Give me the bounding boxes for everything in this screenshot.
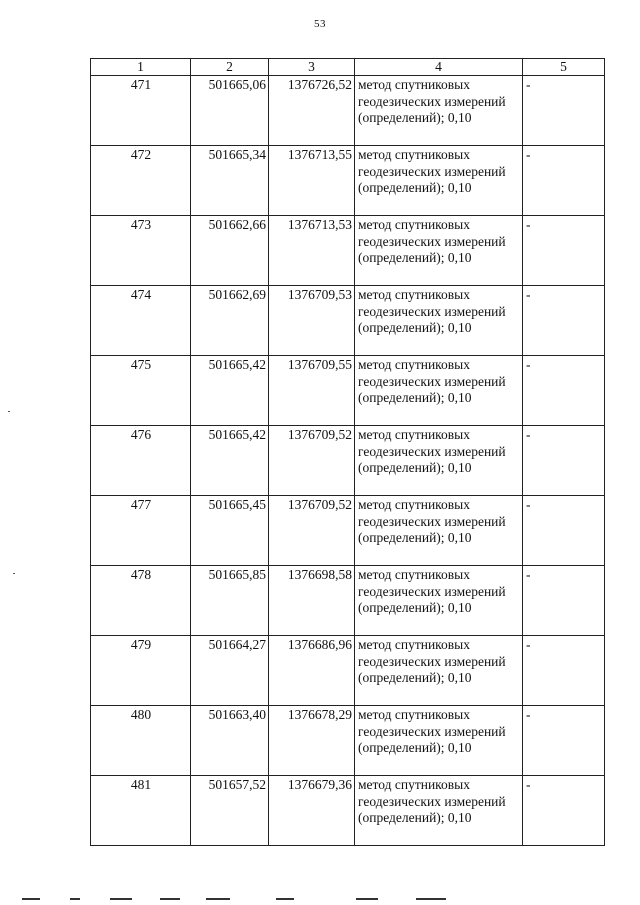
point-number-cell: 478: [91, 566, 191, 636]
x-coordinate-cell: 501662,66: [191, 216, 269, 286]
y-coordinate-cell: 1376709,52: [269, 496, 355, 566]
method-cell: метод спутниковых геодезических измерений (определений); 0,10: [355, 566, 523, 636]
x-coordinate-cell: 501665,42: [191, 356, 269, 426]
table-row: [91, 636, 605, 706]
page-number: 53: [314, 18, 326, 30]
point-number-cell: 479: [91, 636, 191, 706]
point-number-cell: 472: [91, 146, 191, 216]
table-row: [91, 76, 605, 146]
y-coordinate-cell: 1376686,96: [269, 636, 355, 706]
coordinates-table: [90, 58, 605, 846]
method-cell: метод спутниковых геодезических измерений (определений); 0,10: [355, 706, 523, 776]
point-number-cell: 471: [91, 76, 191, 146]
table-row: [91, 286, 605, 356]
note-cell: -: [523, 426, 605, 496]
y-coordinate-cell: 1376709,53: [269, 286, 355, 356]
note-cell: -: [523, 356, 605, 426]
note-cell: -: [523, 566, 605, 636]
column-header-1: 1: [91, 59, 191, 76]
note-cell: -: [523, 776, 605, 846]
scan-speck: [13, 573, 15, 574]
x-coordinate-cell: 501665,85: [191, 566, 269, 636]
point-number-cell: 481: [91, 776, 191, 846]
table-header: [91, 59, 605, 76]
y-coordinate-cell: 1376713,55: [269, 146, 355, 216]
note-cell: -: [523, 286, 605, 356]
table-row: [91, 426, 605, 496]
column-header-5: 5: [523, 59, 605, 76]
method-cell: метод спутниковых геодезических измерений (определений); 0,10: [355, 286, 523, 356]
table-row: [91, 356, 605, 426]
x-coordinate-cell: 501665,45: [191, 496, 269, 566]
x-coordinate-cell: 501664,27: [191, 636, 269, 706]
note-cell: -: [523, 636, 605, 706]
footer-scan-marks: [20, 894, 620, 904]
column-header-2: 2: [191, 59, 269, 76]
x-coordinate-cell: 501662,69: [191, 286, 269, 356]
table-row: [91, 216, 605, 286]
note-cell: -: [523, 76, 605, 146]
point-number-cell: 473: [91, 216, 191, 286]
y-coordinate-cell: 1376713,53: [269, 216, 355, 286]
table-row: [91, 776, 605, 846]
column-header-4: 4: [355, 59, 523, 76]
scan-speck: [8, 411, 10, 412]
method-cell: метод спутниковых геодезических измерений (определений); 0,10: [355, 146, 523, 216]
y-coordinate-cell: 1376726,52: [269, 76, 355, 146]
x-coordinate-cell: 501663,40: [191, 706, 269, 776]
header-row: [91, 59, 605, 76]
y-coordinate-cell: 1376679,36: [269, 776, 355, 846]
table-row: [91, 146, 605, 216]
method-cell: метод спутниковых геодезических измерений (определений); 0,10: [355, 216, 523, 286]
method-cell: метод спутниковых геодезических измерений (определений); 0,10: [355, 776, 523, 846]
point-number-cell: 476: [91, 426, 191, 496]
table-row: [91, 566, 605, 636]
y-coordinate-cell: 1376678,29: [269, 706, 355, 776]
method-cell: метод спутниковых геодезических измерений (определений); 0,10: [355, 496, 523, 566]
x-coordinate-cell: 501665,06: [191, 76, 269, 146]
method-cell: метод спутниковых геодезических измерений (определений); 0,10: [355, 426, 523, 496]
method-cell: метод спутниковых геодезических измерений (определений); 0,10: [355, 76, 523, 146]
note-cell: -: [523, 216, 605, 286]
x-coordinate-cell: 501665,34: [191, 146, 269, 216]
table-row: [91, 496, 605, 566]
table-body: [91, 76, 605, 846]
method-cell: метод спутниковых геодезических измерений (определений); 0,10: [355, 636, 523, 706]
point-number-cell: 475: [91, 356, 191, 426]
y-coordinate-cell: 1376698,58: [269, 566, 355, 636]
method-cell: метод спутниковых геодезических измерений (определений); 0,10: [355, 356, 523, 426]
x-coordinate-cell: 501657,52: [191, 776, 269, 846]
y-coordinate-cell: 1376709,52: [269, 426, 355, 496]
point-number-cell: 474: [91, 286, 191, 356]
point-number-cell: 477: [91, 496, 191, 566]
y-coordinate-cell: 1376709,55: [269, 356, 355, 426]
column-header-3: 3: [269, 59, 355, 76]
note-cell: -: [523, 706, 605, 776]
table-row: [91, 706, 605, 776]
point-number-cell: 480: [91, 706, 191, 776]
note-cell: -: [523, 496, 605, 566]
note-cell: -: [523, 146, 605, 216]
x-coordinate-cell: 501665,42: [191, 426, 269, 496]
